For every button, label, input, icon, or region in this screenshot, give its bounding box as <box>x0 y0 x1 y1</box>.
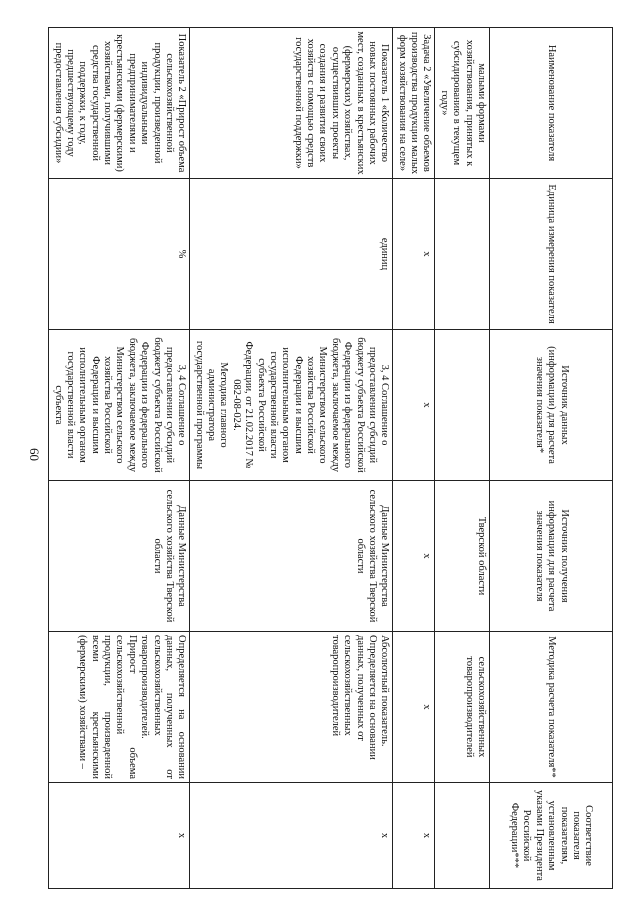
table-row <box>435 28 490 889</box>
cell-source-data <box>435 330 490 481</box>
indicators-table <box>48 27 613 889</box>
cell-unit: % <box>49 179 190 330</box>
cell-compliance: x <box>393 783 435 889</box>
table-row <box>393 28 435 889</box>
cell-source-data <box>190 330 393 481</box>
table-row <box>49 28 190 889</box>
cell-source-info: Данные Министерства сельского хозяйства Тверской области <box>49 481 190 632</box>
cell-source-data: x <box>393 330 435 481</box>
indicators-table-wrapper <box>52 27 613 888</box>
cell-source-data: 3, 4 Соглашение о предоставлении субсидий бюджету субъекта Российской Федерации из федерального бюджета, заключаемое между Министерством сельского хозяйства Российской Федерации и высшим исполнительным органом государственной власти субъекта <box>49 330 190 481</box>
table-row <box>190 28 393 889</box>
cell-method: x <box>393 632 435 783</box>
cell-compliance <box>435 783 490 889</box>
header-method: Методика расчета показателя** <box>490 632 613 783</box>
cell-unit: x <box>393 179 435 330</box>
cell-compliance: x <box>190 783 393 889</box>
header-row <box>490 28 613 889</box>
cell-unit <box>435 179 490 330</box>
header-compliance: Соответствие показателя показателям, установленным указами Президента Российской Федерации*** <box>490 783 613 889</box>
header-source-info: Источник получения информации для расчета значения показателя <box>490 481 613 632</box>
cell-source-info: x <box>393 481 435 632</box>
cell-name: Показатель 1 «Количество новых постоянных рабочих мест, созданных в крестьянских (фермерских) хозяйствах, осуществивших проекты создания и развития своих хозяйств с помощью средств государственной поддержки» <box>190 28 393 179</box>
cell-method: сельскохозяйственных товаропроизводителей <box>435 632 490 783</box>
cell-source-info: Данные Министерства сельского хозяйства Тверской области <box>190 481 393 632</box>
source-data-text: 3, 4 Соглашение о предоставлении субсидий бюджету субъекта Российской Федерации из федерального бюджета, заключаемое между Министерством сельского хозяйства Российской Федерации и высшим исполнительным органом государственной власти субъекта Российской Федерации, от 21.02.2017 № 082-08-024. <box>230 337 391 473</box>
cell-unit: единиц <box>190 179 393 330</box>
header-unit: Единица измерения показателя <box>490 179 613 330</box>
source-data-method: Методика главного администратора государственной программы <box>193 340 230 470</box>
cell-name: малыми формами хозяйствования, принятых к субсидированию в текущем году» <box>435 28 490 179</box>
header-source-data: Источник данных (информации) для расчета значения показателя* <box>490 330 613 481</box>
cell-compliance: x <box>49 783 190 889</box>
cell-method: Абсолютный показатель. Определяется на основании данных, полученных от сельскохозяйственных товаропроизводителей <box>190 632 393 783</box>
header-name: Наименование показателя <box>490 28 613 179</box>
cell-source-info: Тверской области <box>435 481 490 632</box>
cell-name: Показатель 2 «Прирост объема сельскохозяйственной продукции, произведенной индивидуальными предпринимателями и крестьянскими (фермерскими) хозяйствами, получившими средства государственной поддержки, к году, предшествующему году предоставления субсидии» <box>49 28 190 179</box>
page-number: 60 <box>27 448 42 461</box>
cell-method: Определяется на основании данных, полученных от сельскохозяйственных товаропроизводителей. Прирост объема сельскохозяйственной продукции, произведенной всеми крестьянскими (фермерскими) хозяйствами – <box>49 632 190 783</box>
cell-name: Задача 2 «Увеличение объемов производства продукции малых форм хозяйствования на селе» <box>393 28 435 179</box>
